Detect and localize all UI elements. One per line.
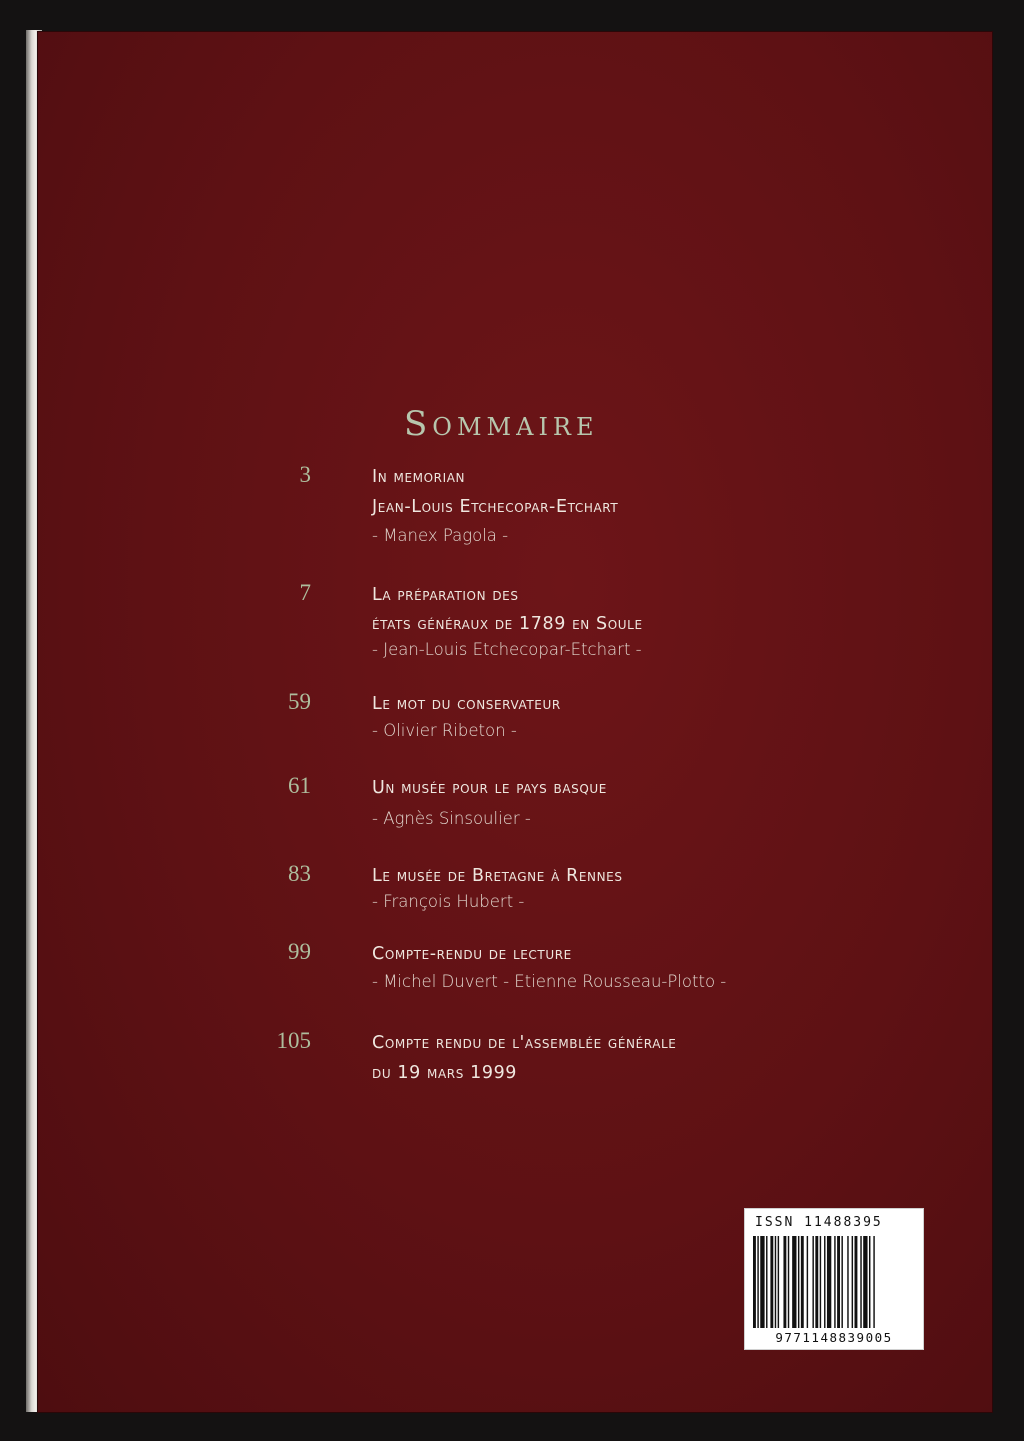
barcode-bar [873, 1236, 874, 1328]
barcode-bar [837, 1236, 840, 1328]
barcode-bar [820, 1236, 821, 1328]
barcode-bar [807, 1236, 808, 1328]
toc-entry-text [372, 939, 972, 995]
toc-author: - Manex Pagola - [372, 526, 509, 545]
toc-entry-text [372, 773, 972, 833]
barcode-bar [770, 1236, 773, 1328]
toc-page-number: 61 [288, 773, 311, 798]
barcode-bar [778, 1236, 779, 1328]
toc-author: - François Hubert - [372, 892, 525, 911]
barcode-bar [827, 1236, 831, 1328]
toc-entry-text [372, 861, 972, 913]
toc-page-number: 59 [288, 689, 311, 714]
toc-title-line: Un musée pour le pays basque [372, 778, 607, 798]
barcode-label [744, 1208, 924, 1350]
toc-author: - Jean-Louis Etchecopar-Etchart - [372, 640, 642, 659]
toc-entry-text [372, 1028, 972, 1088]
toc-title-line: Le musée de Bretagne à Rennes [372, 866, 623, 886]
barcode-bar [812, 1236, 813, 1328]
toc-title-line: In memorian [372, 467, 466, 487]
barcode-bar [855, 1236, 858, 1328]
barcode-digits: 9771148839005 [775, 1330, 893, 1345]
back-cover [38, 32, 992, 1412]
barcode-bar [869, 1236, 870, 1328]
barcode-bar [753, 1236, 756, 1328]
barcode-bar [863, 1236, 867, 1328]
barcode-bar [798, 1236, 799, 1328]
barcode-bar [788, 1236, 789, 1328]
toc-entry-text [372, 462, 972, 550]
barcode-bar [775, 1236, 776, 1328]
toc-author: - Michel Duvert - Etienne Rousseau-Plotto - [372, 972, 727, 991]
barcode-bar [852, 1236, 853, 1328]
barcode-bar [841, 1236, 842, 1328]
toc-entry-text [372, 689, 972, 743]
toc-author: - Agnès Sinsoulier - [372, 809, 531, 828]
barcode-bar [757, 1236, 758, 1328]
toc-author: - Olivier Ribeton - [372, 721, 517, 740]
toc-page-number: 99 [288, 939, 311, 964]
barcode-bar [783, 1236, 786, 1328]
toc-title-line: La préparation des [372, 585, 519, 605]
toc-page-number: 3 [299, 462, 311, 487]
toc-title-line: états généraux de 1789 en Soule [372, 614, 643, 634]
barcode-bar [847, 1236, 848, 1328]
barcode-bar [824, 1236, 825, 1328]
toc-title-line: Le mot du conservateur [372, 694, 561, 714]
toc-page-number: 7 [299, 580, 311, 605]
issn-number: ISSN 11488395 [755, 1215, 883, 1230]
barcode-bar [834, 1236, 835, 1328]
toc-title-line: du 19 mars 1999 [372, 1063, 518, 1083]
toc-entry-text [372, 580, 972, 662]
barcode-bar [815, 1236, 818, 1328]
toc-page-number: 105 [276, 1028, 311, 1053]
barcode-bar [760, 1236, 764, 1328]
toc-page-number: 83 [288, 861, 311, 886]
barcode-bar [766, 1236, 767, 1328]
toc-title-line: Compte rendu de l'assemblée générale [372, 1033, 677, 1053]
barcode-bar [801, 1236, 804, 1328]
page-title: Sommaire [404, 404, 599, 444]
toc-title-line: Jean-Louis Etchecopar-Etchart [372, 497, 619, 517]
barcode-bar [792, 1236, 796, 1328]
barcode-bar [860, 1236, 861, 1328]
toc-title-line: Compte-rendu de lecture [372, 944, 572, 964]
barcode-icon [753, 1236, 915, 1328]
